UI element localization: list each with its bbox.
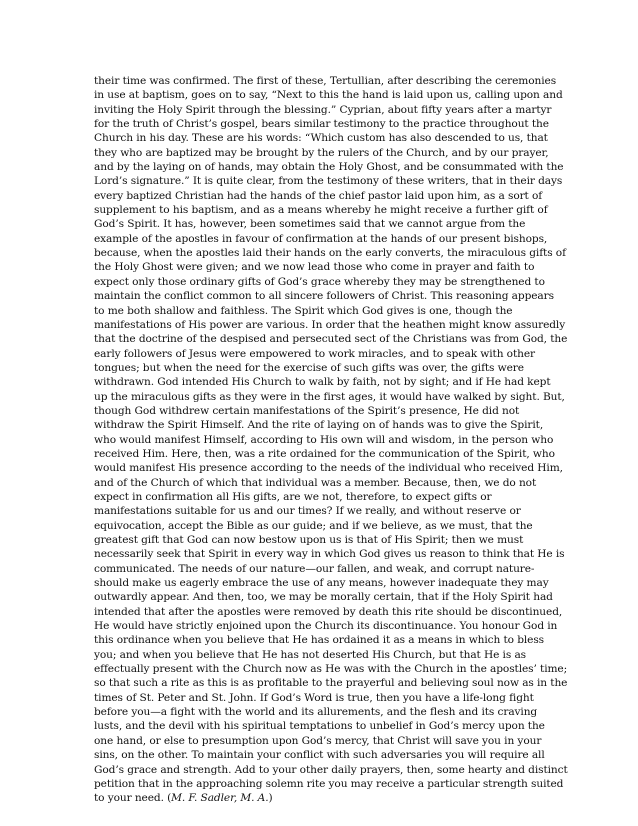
text-line: for the truth of Christ’s gospel, bears similar testimony to the practice throughout the (94, 118, 549, 131)
text-line: who would manifest Himself, according to His own will and wisdom, in the person who (94, 433, 554, 446)
text-line: the Holy Ghost were given; and we now lead those who come in prayer and faith to (94, 261, 535, 274)
text-line: you; and when you believe that He has not deserted His Church, but that He is as (94, 648, 526, 661)
text-line: lusts, and the devil with his spiritual temptations to unbelief in God’s mercy upon the (94, 720, 545, 733)
text-line: supplement to his baptism, and as a means whereby he might receive a further gift of (94, 204, 548, 217)
text-line: every baptized Christian had the hands of the chief pastor laid upon him, as a sort of (94, 189, 543, 202)
text-line: so that such a rite as this is as profitable to the prayerful and believing soul now as in the (94, 677, 568, 690)
text-line: to me both shallow and faithless. The Spirit which God gives is one, though the (94, 304, 513, 317)
text-line: withdraw the Spirit Himself. And the rite of laying on of hands was to give the Spirit, (94, 419, 544, 432)
text-line: communicated. The needs of our nature—our fallen, and weak, and corrupt nature- (94, 562, 535, 575)
text-line: though God withdrew certain manifestations of the Spirit’s presence, He did not (94, 404, 520, 417)
text-line: Church in his day. These are his words: “Which custom has also descended to us, that (94, 132, 548, 145)
text-line: in use at baptism, goes on to say, “Next to this the hand is laid upon us, calling upon and (94, 89, 563, 102)
text-line: inviting the Holy Spirit through the blessing.” Cyprian, about fifty years after a martyr (94, 103, 552, 116)
text-line: He would have strictly enjoined upon the Church its discontinuance. You honour God in (94, 620, 558, 633)
text-line: and of the Church of which that individual was a member. Because, then, we do not (94, 476, 537, 489)
text-line: that the doctrine of the despised and persecuted sect of the Christians was from God, the (94, 333, 568, 346)
text-line: and by the laying on of hands, may obtain the Holy Ghost, and be consummated with the (94, 161, 564, 174)
text-line: before you—a fight with the world and its allurements, and the flesh and its craving (94, 706, 538, 719)
text-line: necessarily seek that Spirit in every way in which God gives us reason to think that He is (94, 548, 565, 561)
text-line: one hand, or else to presumption upon God’s mercy, that Christ will save you in your (94, 734, 542, 747)
last-line-text: to your need. ( (94, 792, 172, 805)
text-line: early followers of Jesus were empowered to work miracles, and to speak with other (94, 347, 535, 360)
text-line: would manifest His presence according to the needs of the individual who received Him, (94, 462, 563, 475)
text-line: outwardly appear. And then, too, we may be morally certain, that if the Holy Spirit had (94, 591, 553, 604)
text-line: example of the apostles in favour of confirmation at the hands of our present bishops, (94, 232, 548, 245)
text-line: times of St. Peter and St. John. If God’s Word is true, then you have a life-long fight (94, 691, 534, 704)
text-line: greatest gift that God can now bestow upon us is that of His Spirit; then we must (94, 534, 524, 546)
text-line: expect only those ordinary gifts of God’s grace whereby they may be strengthened to (94, 275, 545, 288)
text-line: manifestations of His power are various. In order that the heathen might know assuredly (94, 318, 566, 331)
document-page (94, 74, 568, 806)
last-text-line (94, 791, 546, 805)
text-line: expect in confirmation all His gifts, are we not, therefore, to expect gifts or (94, 490, 492, 503)
text-line: received Him. Here, then, was a rite ordained for the communication of the Spirit, who (94, 447, 555, 460)
text-line: equivocation, accept the Bible as our guide; and if we believe, as we must, that the (94, 519, 533, 532)
text-line: tongues; but when the need for the exercise of such gifts was over, the gifts were (94, 361, 524, 374)
text-line: God’s Spirit. It has, however, been sometimes said that we cannot argue from the (94, 218, 526, 231)
text-line: this ordinance when you believe that He has ordained it as a means in which to bless (94, 634, 545, 647)
text-line: withdrawn. God intended His Church to walk by faith, not by sight; and if He had kept (94, 376, 551, 389)
text-line: sins, on the other. To maintain your conflict with such adversaries you will require all (94, 749, 545, 762)
text-line: Lord’s signature.” It is quite clear, from the testimony of these writers, that in their days (94, 175, 563, 188)
text-line: their time was confirmed. The first of these, Tertullian, after describing the ceremonies (94, 75, 557, 87)
text-line: effectually present with the Church now as He was with the Church in the apostles’ time; (94, 663, 568, 676)
closing-paren: ) (268, 792, 273, 805)
text-line: because, when the apostles laid their hands on the early converts, the miraculous gifts of (94, 247, 566, 260)
text-line: they who are baptized may be brought by the rulers of the Church, and by our prayer, (94, 146, 549, 159)
text-line: maintain the conflict common to all sincere followers of Christ. This reasoning appears (94, 290, 554, 303)
text-line: intended that after the apostles were removed by death this rite should be discontinued, (94, 605, 563, 618)
text-line: manifestations suitable for us and our times? If we really, and without reserve or (94, 505, 521, 518)
attribution: M. F. Sadler, M. A. (171, 792, 269, 805)
body-paragraph (94, 74, 568, 806)
text-line: God’s grace and strength. Add to your other daily prayers, then, some hearty and distinct (94, 763, 568, 776)
text-line: should make us eagerly embrace the use of any means, however inadequate they may (94, 577, 549, 590)
text-line: petition that in the approaching solemn rite you may receive a particular strength suited (94, 777, 564, 790)
text-line: up the miraculous gifts as they were in the first ages, it would have walked by sight. But, (94, 390, 565, 403)
